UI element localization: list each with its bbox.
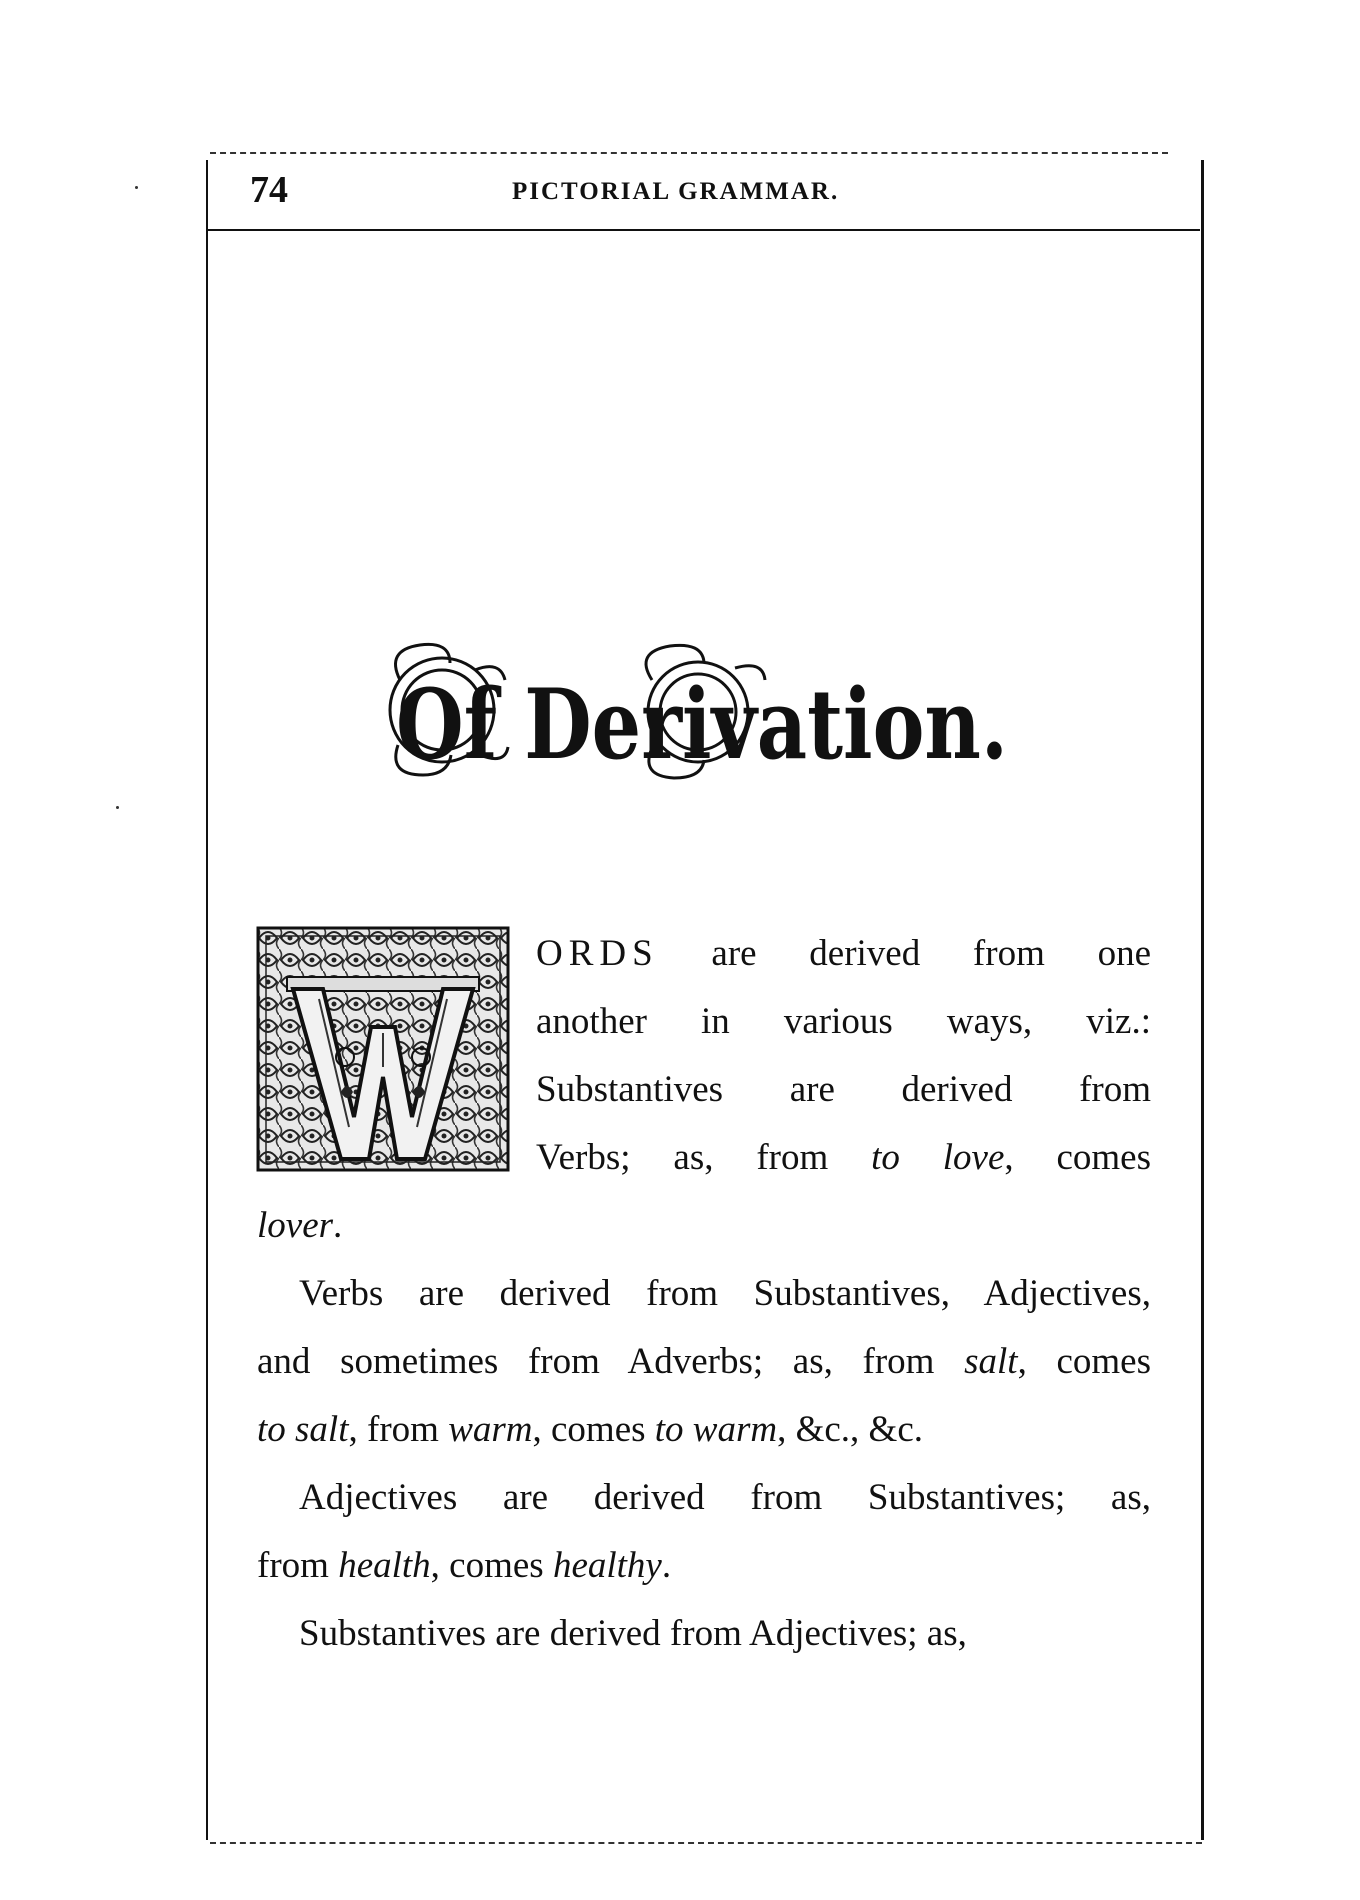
chapter-heading (380, 640, 1030, 790)
paragraph-line: Verbs; as, from to love, comes (536, 1137, 1152, 1178)
page-frame-top (210, 152, 1168, 154)
page-number: 74 (250, 169, 288, 211)
paragraph-line: Substantives are derived from Adjectives; as, (299, 1613, 967, 1654)
paragraph-line: to salt, from warm, comes to warm, &c., &c. (257, 1409, 924, 1450)
paragraph-line: Verbs are derived from Substantives, Adjectives, (299, 1273, 1151, 1314)
paragraph-line: Substantives are derived from (536, 1069, 1151, 1110)
page-frame-right (1201, 160, 1204, 1840)
opening-word: ORDS (536, 933, 659, 974)
running-title: PICTORIAL GRAMMAR. (512, 178, 840, 205)
header-rule (208, 229, 1200, 231)
chapter-heading-text: Of Derivation. (396, 668, 1008, 781)
paragraph-line: and sometimes from Adverbs; as, from salt, comes (257, 1341, 1152, 1382)
paragraph-line: another in various ways, viz.: (536, 1001, 1151, 1042)
paragraph-line: ORDS are derived from one (536, 933, 1151, 974)
paragraph-line: Adjectives are derived from Substantives; as, (299, 1477, 1151, 1518)
stray-mark (116, 806, 119, 809)
stray-mark (135, 186, 138, 189)
page-frame-bottom (210, 1842, 1202, 1844)
paragraph-line: lover. (257, 1205, 343, 1246)
paragraph-line: from health, comes healthy. (257, 1545, 672, 1586)
drop-cap (257, 927, 509, 1171)
page-frame-left (206, 160, 208, 1840)
